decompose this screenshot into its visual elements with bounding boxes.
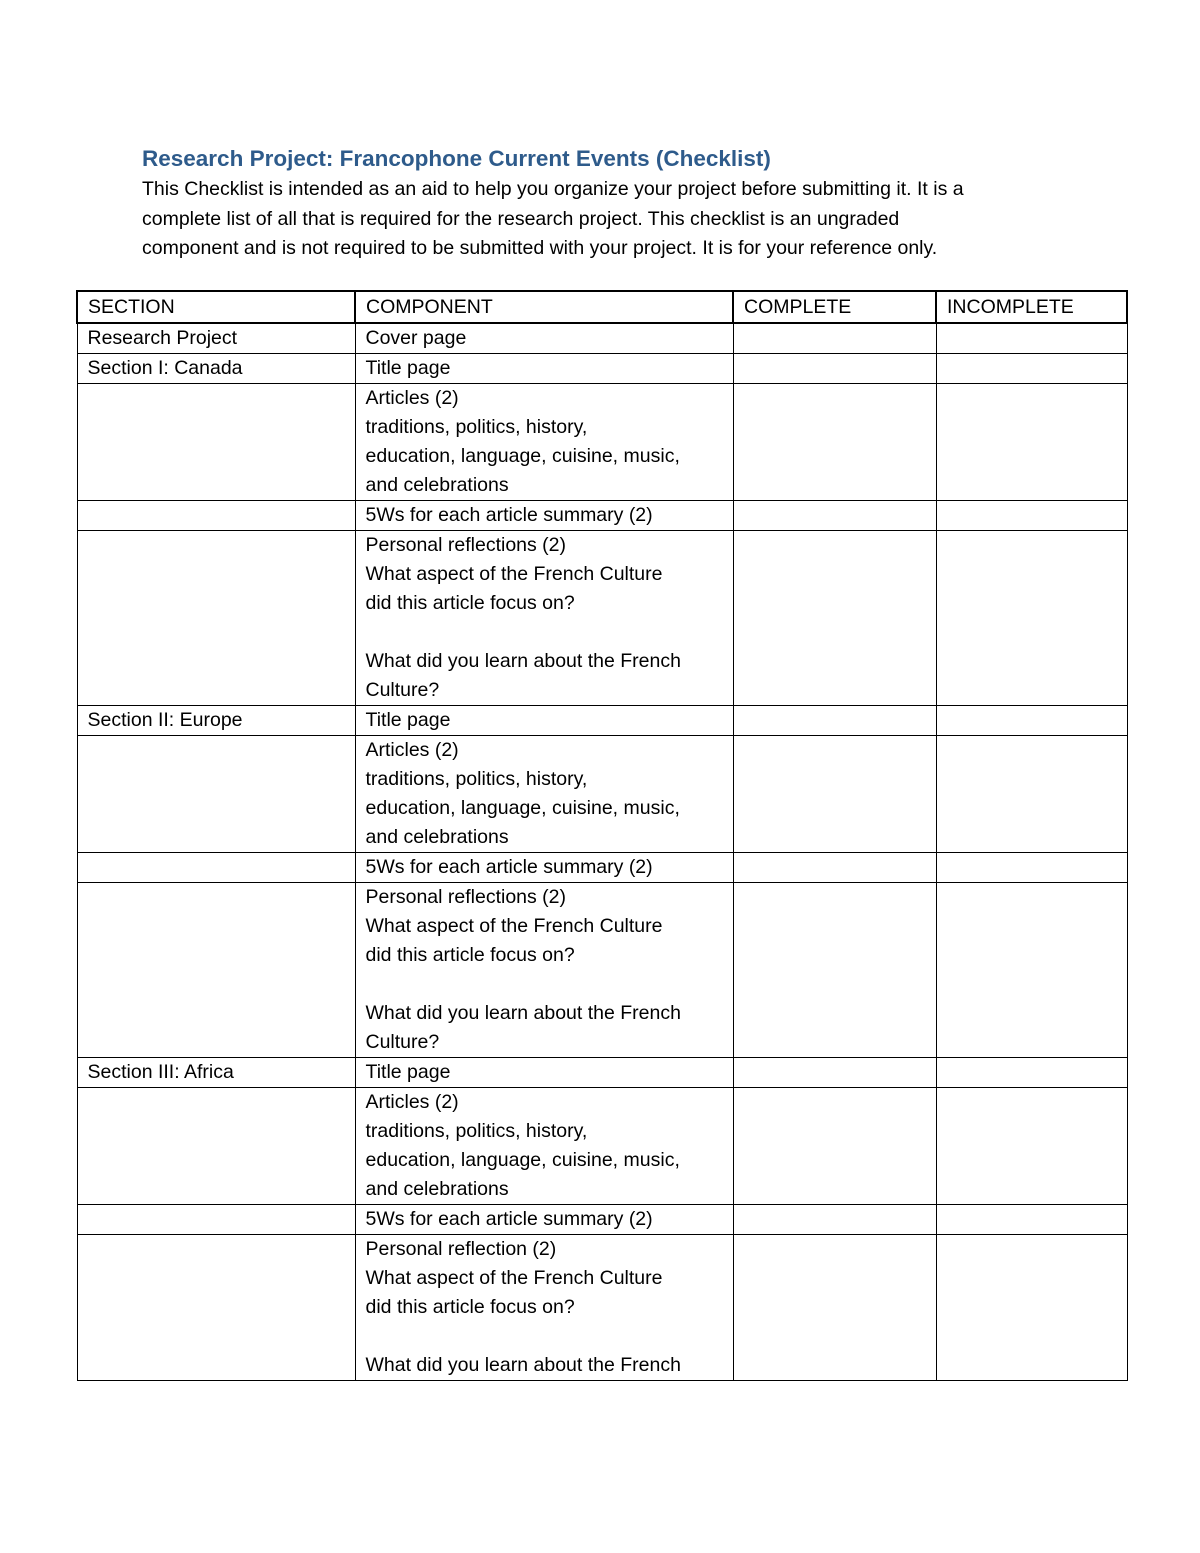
section-cell: Section III: Africa	[77, 1058, 355, 1088]
component-blank-line	[366, 1322, 723, 1351]
section-cell	[77, 384, 355, 501]
section-cell	[77, 501, 355, 531]
section-cell	[77, 853, 355, 883]
component-cell	[355, 736, 733, 853]
table-row	[77, 1058, 1127, 1088]
table-row	[77, 853, 1127, 883]
component-line: education, language, cuisine, music,	[365, 445, 680, 467]
component-line: education, language, cuisine, music,	[365, 1149, 680, 1171]
component-cell	[355, 323, 733, 354]
component-line: What did you learn about the French	[365, 1354, 681, 1376]
section-cell	[77, 531, 355, 706]
section-cell	[77, 1088, 355, 1205]
table-row	[77, 354, 1127, 384]
section-cell: Section I: Canada	[77, 354, 355, 384]
component-cell	[355, 1235, 733, 1381]
component-line: did this article focus on?	[365, 1296, 575, 1318]
component-blank-line	[366, 618, 723, 647]
incomplete-checkbox-cell[interactable]	[936, 883, 1127, 1058]
component-cell	[355, 384, 733, 501]
component-line: Culture?	[365, 679, 440, 701]
component-line: Articles (2)	[365, 1091, 459, 1113]
section-cell	[77, 736, 355, 853]
complete-checkbox-cell[interactable]	[733, 706, 936, 736]
complete-checkbox-cell[interactable]	[733, 853, 936, 883]
complete-checkbox-cell[interactable]	[733, 1205, 936, 1235]
incomplete-checkbox-cell[interactable]	[936, 706, 1127, 736]
component-cell	[355, 706, 733, 736]
component-line: traditions, politics, history,	[365, 416, 588, 438]
incomplete-checkbox-cell[interactable]	[936, 531, 1127, 706]
incomplete-checkbox-cell[interactable]	[936, 1205, 1127, 1235]
component-cell	[355, 853, 733, 883]
incomplete-checkbox-cell[interactable]	[936, 354, 1127, 384]
component-line: traditions, politics, history,	[365, 768, 588, 790]
component-line: education, language, cuisine, music,	[365, 797, 680, 819]
table-row	[77, 1235, 1127, 1381]
incomplete-checkbox-cell[interactable]	[936, 384, 1127, 501]
table-row	[77, 531, 1127, 706]
header-complete: COMPLETE	[733, 291, 936, 323]
section-cell	[77, 883, 355, 1058]
incomplete-checkbox-cell[interactable]	[936, 1235, 1127, 1381]
component-line: Personal reflection (2)	[365, 1238, 557, 1260]
component-line: and celebrations	[365, 826, 509, 848]
intro-line: This Checklist is intended as an aid to help you organize your project before submitting it. It is a	[142, 178, 964, 200]
component-line: Articles (2)	[365, 387, 459, 409]
component-cell	[355, 1088, 733, 1205]
header-section: SECTION	[77, 291, 355, 323]
complete-checkbox-cell[interactable]	[733, 354, 936, 384]
component-line: Culture?	[365, 1031, 440, 1053]
table-row	[77, 384, 1127, 501]
component-line: Personal reflections (2)	[365, 886, 567, 908]
table-row	[77, 323, 1127, 354]
component-cell	[355, 1205, 733, 1235]
component-line: Personal reflections (2)	[365, 534, 567, 556]
component-line: Title page	[365, 357, 451, 379]
incomplete-checkbox-cell[interactable]	[936, 501, 1127, 531]
table-row	[77, 1205, 1127, 1235]
component-line: Title page	[365, 709, 451, 731]
section-cell: Section II: Europe	[77, 706, 355, 736]
section-cell: Research Project	[77, 323, 355, 354]
table-row	[77, 883, 1127, 1058]
component-blank-line	[366, 970, 723, 999]
header-component: COMPONENT	[355, 291, 733, 323]
component-line: 5Ws for each article summary (2)	[365, 504, 653, 526]
component-line: 5Ws for each article summary (2)	[365, 1208, 653, 1230]
table-row	[77, 736, 1127, 853]
component-line: and celebrations	[365, 474, 509, 496]
header-row	[77, 291, 1127, 323]
incomplete-checkbox-cell[interactable]	[936, 1058, 1127, 1088]
incomplete-checkbox-cell[interactable]	[936, 1088, 1127, 1205]
component-line: What aspect of the French Culture	[365, 1267, 663, 1289]
complete-checkbox-cell[interactable]	[733, 883, 936, 1058]
complete-checkbox-cell[interactable]	[733, 736, 936, 853]
incomplete-checkbox-cell[interactable]	[936, 853, 1127, 883]
complete-checkbox-cell[interactable]	[733, 323, 936, 354]
component-cell	[355, 531, 733, 706]
component-line: What aspect of the French Culture	[365, 563, 663, 585]
complete-checkbox-cell[interactable]	[733, 501, 936, 531]
section-cell	[77, 1205, 355, 1235]
component-line: did this article focus on?	[365, 592, 575, 614]
component-line: Title page	[365, 1061, 451, 1083]
component-line: and celebrations	[365, 1178, 509, 1200]
component-line: What aspect of the French Culture	[365, 915, 663, 937]
intro-paragraph	[142, 175, 1102, 264]
section-cell	[77, 1235, 355, 1381]
component-cell	[355, 883, 733, 1058]
component-line: What did you learn about the French	[365, 1002, 681, 1024]
intro-line: complete list of all that is required for the research project. This checklist is an ungraded	[142, 207, 900, 230]
complete-checkbox-cell[interactable]	[733, 1088, 936, 1205]
component-cell	[355, 501, 733, 531]
component-line: traditions, politics, history,	[365, 1120, 588, 1142]
complete-checkbox-cell[interactable]	[733, 1235, 936, 1381]
complete-checkbox-cell[interactable]	[733, 531, 936, 706]
table-row	[77, 706, 1127, 736]
header-incomplete: INCOMPLETE	[936, 291, 1127, 323]
component-cell	[355, 354, 733, 384]
table-row	[77, 1088, 1127, 1205]
complete-checkbox-cell[interactable]	[733, 1058, 936, 1088]
incomplete-checkbox-cell[interactable]	[936, 736, 1127, 853]
component-line: 5Ws for each article summary (2)	[365, 856, 653, 878]
component-cell	[355, 1058, 733, 1088]
component-line: did this article focus on?	[365, 944, 575, 966]
document-title: Research Project: Francophone Current Events (Checklist)	[142, 146, 771, 171]
component-line: What did you learn about the French	[365, 650, 681, 672]
checklist-table	[76, 290, 1128, 1381]
component-line: Articles (2)	[365, 739, 459, 761]
incomplete-checkbox-cell[interactable]	[936, 323, 1127, 354]
table-row	[77, 501, 1127, 531]
component-line: Cover page	[365, 327, 467, 349]
complete-checkbox-cell[interactable]	[733, 384, 936, 501]
intro-line: component and is not required to be submitted with your project. It is for your reference only.	[142, 237, 938, 259]
